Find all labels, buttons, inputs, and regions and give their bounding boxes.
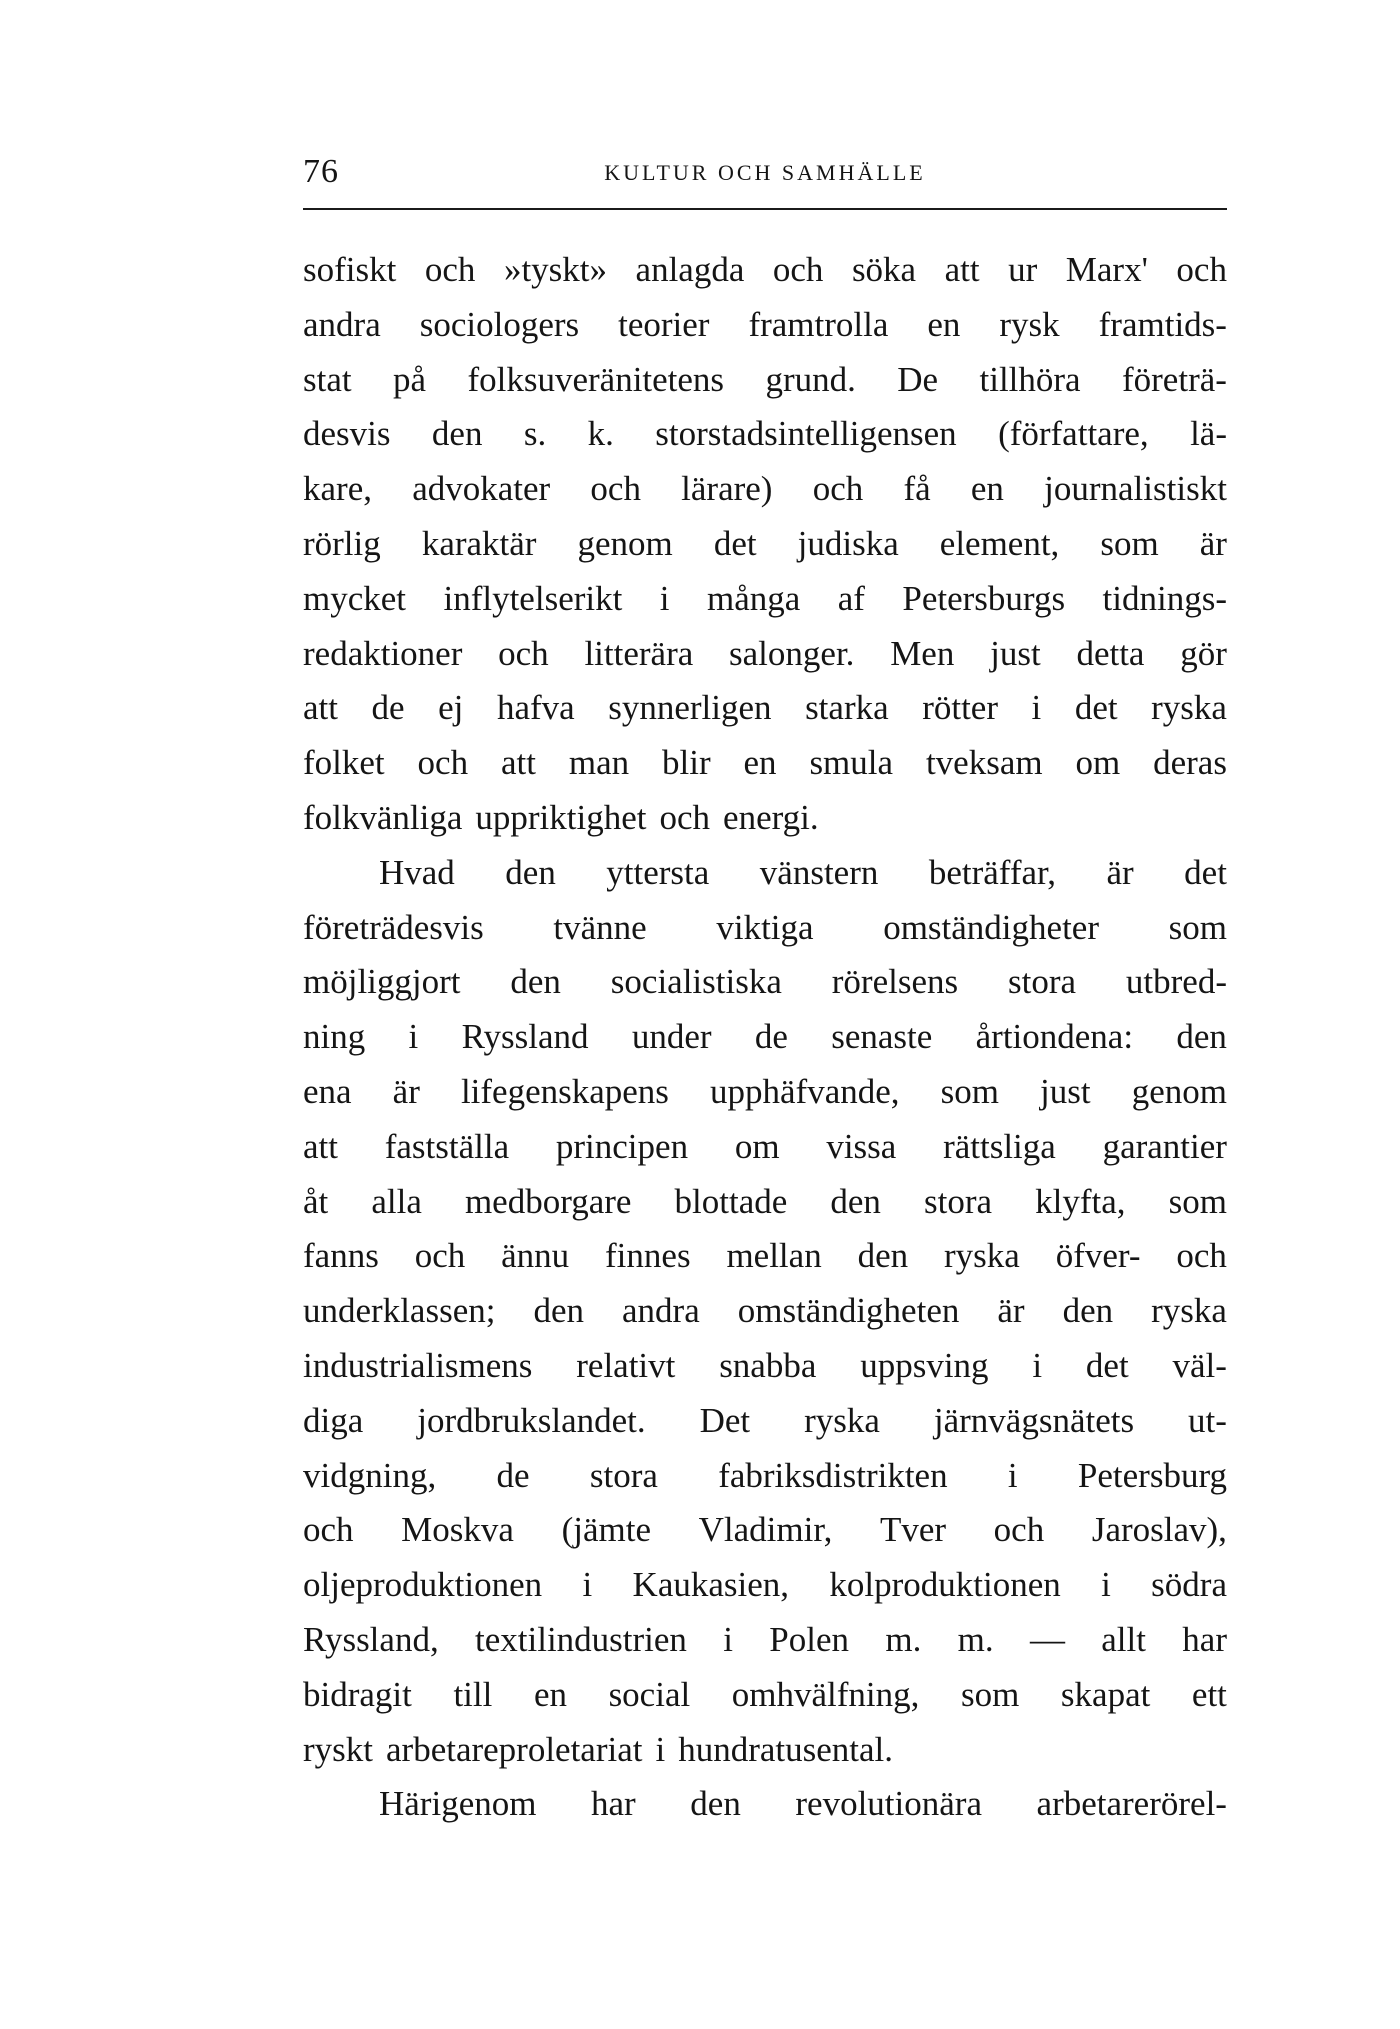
text-line: ena är lifegenskapens upphäfvande, som just genom [303,1071,1227,1111]
text-line: och Moskva (jämte Vladimir, Tver och Jaroslav), [303,1510,1227,1550]
running-head [303,150,1227,200]
text-line: desvis den s. k. storstadsintelligensen (författare, lä- [303,414,1227,454]
text-line: redaktioner och litterära salonger. Men just detta gör [303,633,1227,673]
page-number: 76 [303,153,339,190]
text-line: stat på folksuveränitetens grund. De tillhöra företrä- [303,359,1227,399]
text-line: folkvänliga uppriktighet och energi. [303,797,819,837]
text-line: åt alla medborgare blottade den stora klyfta, som [303,1181,1227,1221]
text-line: vidgning, de stora fabriksdistrikten i Petersburg [303,1455,1227,1495]
text-line: underklassen; den andra omständigheten är den ryska [303,1291,1227,1331]
text-line: kare, advokater och lärare) och få en journalistiskt [303,469,1227,509]
text-line: andra sociologers teorier framtrolla en rysk framtids- [303,304,1227,344]
text-line: att de ej hafva synnerligen starka rötter i det ryska [303,688,1227,728]
running-title: KULTUR OCH SAMHÄLLE [604,160,926,185]
text-line: fanns och ännu finnes mellan den ryska öfver- och [303,1236,1227,1276]
text-line: sofiskt och »tyskt» anlagda och söka att ur Marx' och [303,250,1227,289]
body-text [303,243,1227,1832]
text-line: att fastställa principen om vissa rättsliga garantier [303,1126,1227,1166]
text-line: företrädesvis tvänne viktiga omständigheter som [303,907,1227,947]
text-line: ryskt arbetareproletariat i hundratusental. [303,1729,894,1769]
text-line: folket och att man blir en smula tveksam om deras [303,743,1227,783]
text-line: Härigenom har den revolutionära arbetarerörel- [379,1784,1227,1824]
text-line: oljeproduktionen i Kaukasien, kolproduktionen i södra [303,1565,1227,1605]
text-line: mycket inflytelserikt i många af Petersburgs tidnings- [303,578,1227,618]
text-line: diga jordbrukslandet. Det ryska järnvägsnätets ut- [303,1400,1227,1440]
text-line: rörlig karaktär genom det judiska element, som är [303,523,1227,563]
text-line: möjliggjort den socialistiska rörelsens stora utbred- [303,962,1227,1002]
header-rule [303,208,1227,210]
text-line: Hvad den yttersta vänstern beträffar, är det [379,852,1227,892]
text-line: Ryssland, textilindustrien i Polen m. m. — allt har [303,1619,1227,1659]
text-line: ning i Ryssland under de senaste årtiondena: den [303,1017,1227,1057]
text-line: industrialismens relativt snabba uppsving i det väl- [303,1345,1227,1385]
text-line: bidragit till en social omhvälfning, som skapat ett [303,1674,1227,1714]
